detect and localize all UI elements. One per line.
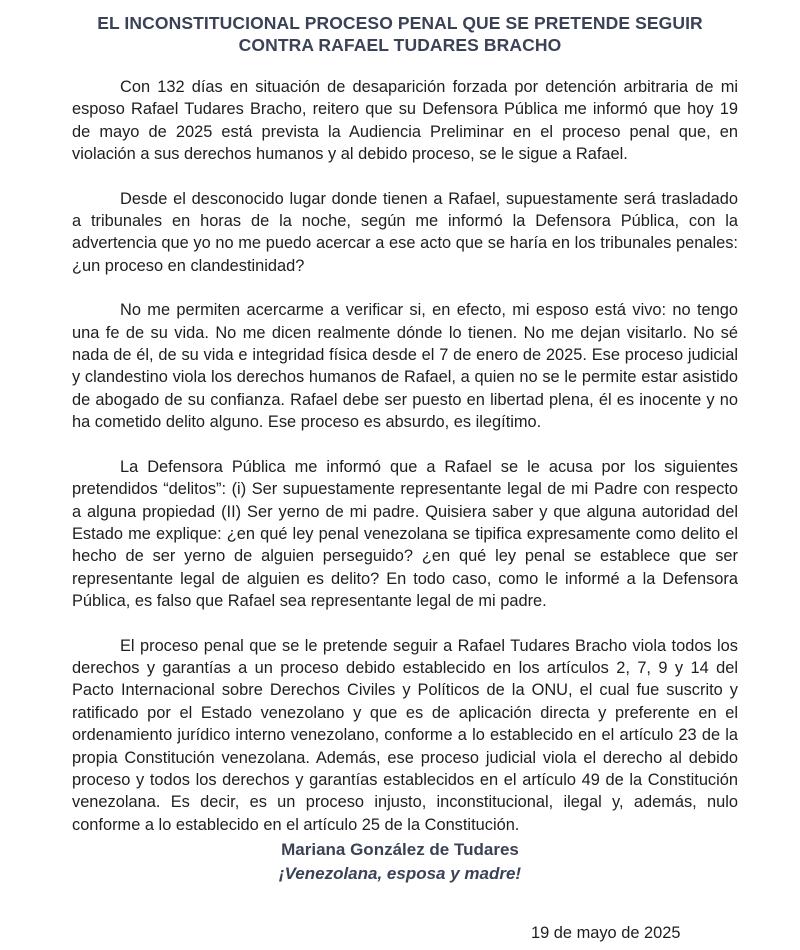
signature-tagline: ¡Venezolana, esposa y madre! [278,864,522,883]
signature-name: Mariana González de Tudares [281,840,519,859]
title-line-1: EL INCONSTITUCIONAL PROCESO PENAL QUE SE PRETENDE SEGUIR [97,13,703,33]
paragraph-2: Desde el desconocido lugar donde tienen a Rafael, supuestamente será trasladado a tribunales en horas de la noche, según me informó la Defensora Pública, con la advertencia que yo no me puedo acercar a ese acto que se haría en los tribunales penales: ¿un proceso en clandestinidad? [72,189,738,275]
paragraph-4: La Defensora Pública me informó que a Rafael se le acusa por los siguientes pretendidos “delitos”: (i) Ser supuestamente representante legal de mi Padre con respecto a alguna propiedad (II) Ser yerno de mi padre. Quisiera saber y que alguna autoridad del Estado me explique: ¿en qué ley penal venezolana se tipifica expresamente como delito el hecho de ser yerno de alguien perseguido? ¿en qué ley penal se establece que ser representante legal de alguien es delito? En todo caso, como le informé a la Defensora Pública, es falso que Rafael sea representante legal de mi padre. [72,457,738,611]
paragraph-5: El proceso penal que se le pretende seguir a Rafael Tudares Bracho viola todos los derechos y garantías a un proceso debido establecido en los artículos 2, 7, 9 y 14 del Pacto Internacional sobre Derechos Civiles y Políticos de la ONU, el cual fue suscrito y ratificado por el Estado venezolano y que es de aplicación directa y preferente en el ordenamiento jurídico interno venezolano, conforme a lo establecido en el artículo 23 de la propia Constitución venezolana. Además, ese proceso judicial viola el derecho al debido proceso y todos los derechos y garantías establecidos en el artículo 49 de la Constitución venezolana. Es decir, es un proceso injusto, inconstitucional, ilegal y, además, nulo conforme a lo establecido en el artículo 25 de la Constitución. [72,636,738,834]
letter-body [72,76,738,858]
document-title [0,12,800,56]
signature-block [0,838,800,886]
paragraph-3: No me permiten acercarme a verificar si, en efecto, mi esposo está vivo: no tengo una fe de su vida. No me dicen realmente dónde lo tienen. No me dejan visitarlo. No sé nada de él, de su vida e integridad física desde el 7 de enero de 2025. Ese proceso judicial y clandestino viola los derechos humanos de Rafael, a quien no se le permite estar asistido de abogado de su confianza. Rafael debe ser puesto en libertad plena, él es inocente y no ha cometido delito alguno. Ese proceso es absurdo, es ilegítimo. [72,301,738,432]
title-line-2: CONTRA RAFAEL TUDARES BRACHO [238,35,562,55]
paragraph-1: Con 132 días en situación de desaparición forzada por detención arbitraria de mi esposo Rafael Tudares Bracho, reitero que su Defensora Pública me informó que hoy 19 de mayo de 2025 está prevista la Audiencia Preliminar en el proceso penal que, en violación a sus derechos humanos y al debido proceso, se le sigue a Rafael. [72,78,738,164]
letter-date: 19 de mayo de 2025 [531,924,681,942]
